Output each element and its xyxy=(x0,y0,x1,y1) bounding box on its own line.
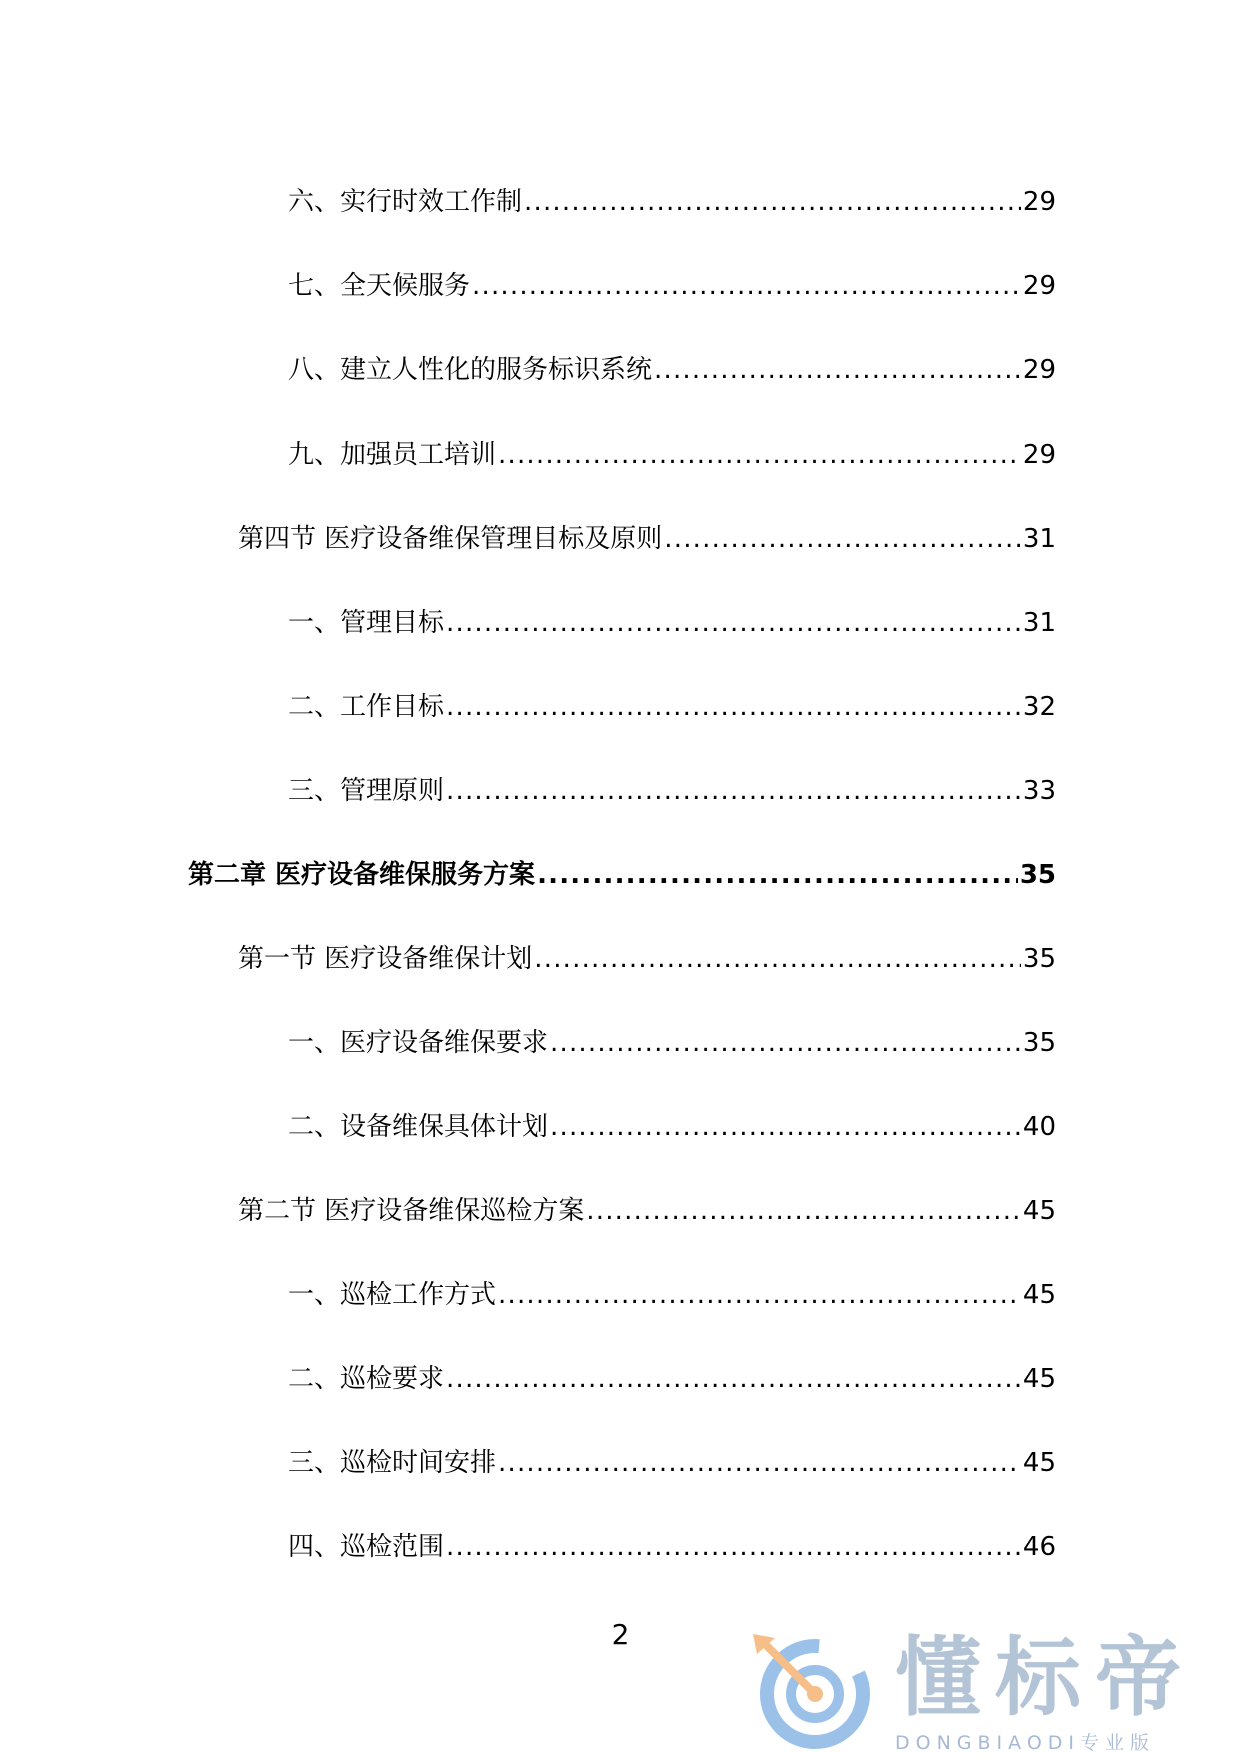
toc-entry[interactable] xyxy=(288,1019,1056,1059)
toc-entry[interactable] xyxy=(238,1187,1056,1227)
toc-entry[interactable] xyxy=(238,935,1056,975)
watermark-subtitle xyxy=(895,1728,1155,1755)
toc-dot-leader xyxy=(498,1279,1021,1311)
toc-entry-title: 二、巡检要求 xyxy=(288,1364,445,1394)
toc-entry[interactable] xyxy=(288,346,1056,386)
toc-entry-title: 第二节 医疗设备维保巡检方案 xyxy=(238,1196,585,1226)
toc-dot-leader xyxy=(498,439,1021,471)
toc-entry-title: 八、建立人性化的服务标识系统 xyxy=(288,355,653,385)
toc-entry-page: 31 xyxy=(1022,524,1056,554)
toc-entry-page: 35 xyxy=(1019,860,1056,890)
toc-entry[interactable] xyxy=(288,683,1056,723)
watermark-brand: 懂标帝 xyxy=(895,1628,1195,1728)
toc-dot-leader xyxy=(550,1111,1021,1143)
toc-entry-page: 35 xyxy=(1022,944,1056,974)
toc-entry-chapter[interactable] xyxy=(188,851,1056,891)
toc-entry-title: 第四节 医疗设备维保管理目标及原则 xyxy=(238,524,663,554)
toc-dot-leader xyxy=(498,1447,1021,1479)
toc-dot-leader xyxy=(654,354,1021,386)
toc-dot-leader xyxy=(534,943,1021,975)
toc-entry[interactable] xyxy=(288,599,1056,639)
toc-entry[interactable] xyxy=(288,1355,1056,1395)
toc-dot-leader xyxy=(446,691,1021,723)
toc-entry[interactable] xyxy=(288,1439,1056,1479)
toc-dot-leader xyxy=(472,270,1021,302)
toc-entry-page: 40 xyxy=(1022,1112,1056,1142)
toc-dot-leader xyxy=(550,1027,1021,1059)
watermark-edition: 专业版 xyxy=(1080,1732,1156,1754)
toc-entry-page: 29 xyxy=(1022,187,1056,217)
toc-entry[interactable] xyxy=(288,178,1056,218)
toc-entry[interactable] xyxy=(238,515,1056,555)
toc-entry-title: 四、巡检范围 xyxy=(288,1532,445,1562)
toc-entry-title: 一、医疗设备维保要求 xyxy=(288,1028,549,1058)
toc-entry-page: 31 xyxy=(1022,608,1056,638)
toc-entry[interactable] xyxy=(288,767,1056,807)
toc-entry-page: 45 xyxy=(1022,1280,1056,1310)
toc-entry-title: 七、全天候服务 xyxy=(288,271,471,301)
toc-dot-leader xyxy=(446,1531,1021,1563)
toc-entry-page: 29 xyxy=(1022,271,1056,301)
watermark-pinyin: DONGBIAODI xyxy=(895,1732,1081,1754)
toc-entry-title: 一、管理目标 xyxy=(288,608,445,638)
toc-entry-page: 45 xyxy=(1022,1364,1056,1394)
toc-dot-leader xyxy=(446,1363,1021,1395)
toc-entry[interactable] xyxy=(288,1523,1056,1563)
toc-entry-page: 45 xyxy=(1022,1448,1056,1478)
toc-dot-leader xyxy=(446,775,1021,807)
toc-entry-page: 29 xyxy=(1022,355,1056,385)
toc-entry-title: 第二章 医疗设备维保服务方案 xyxy=(188,860,536,890)
toc-entry-title: 三、巡检时间安排 xyxy=(288,1448,497,1478)
toc-dot-leader xyxy=(524,186,1021,218)
toc-dot-leader xyxy=(586,1195,1021,1227)
toc-entry[interactable] xyxy=(288,1103,1056,1143)
toc-dot-leader xyxy=(446,607,1021,639)
toc-entry-page: 45 xyxy=(1022,1196,1056,1226)
toc-entry-title: 三、管理原则 xyxy=(288,776,445,806)
page-number: 2 xyxy=(611,1618,630,1651)
toc-entry-title: 六、实行时效工作制 xyxy=(288,187,523,217)
toc-dot-leader xyxy=(664,523,1021,555)
toc-dot-leader xyxy=(537,859,1018,891)
target-arrow-icon xyxy=(745,1628,875,1754)
toc-entry-page: 32 xyxy=(1022,692,1056,722)
toc-entry-title: 二、设备维保具体计划 xyxy=(288,1112,549,1142)
watermark xyxy=(745,1628,1225,1754)
toc-entry-page: 35 xyxy=(1022,1028,1056,1058)
toc-entry-title: 一、巡检工作方式 xyxy=(288,1280,497,1310)
toc-entry-title: 二、工作目标 xyxy=(288,692,445,722)
toc-entry[interactable] xyxy=(288,431,1056,471)
toc-entry-title: 九、加强员工培训 xyxy=(288,440,497,470)
toc-entry-page: 33 xyxy=(1022,776,1056,806)
toc-entry-title: 第一节 医疗设备维保计划 xyxy=(238,944,533,974)
toc-entry-page: 46 xyxy=(1022,1532,1056,1562)
toc-entry[interactable] xyxy=(288,262,1056,302)
toc-entry-page: 29 xyxy=(1022,440,1056,470)
toc-entry[interactable] xyxy=(288,1271,1056,1311)
